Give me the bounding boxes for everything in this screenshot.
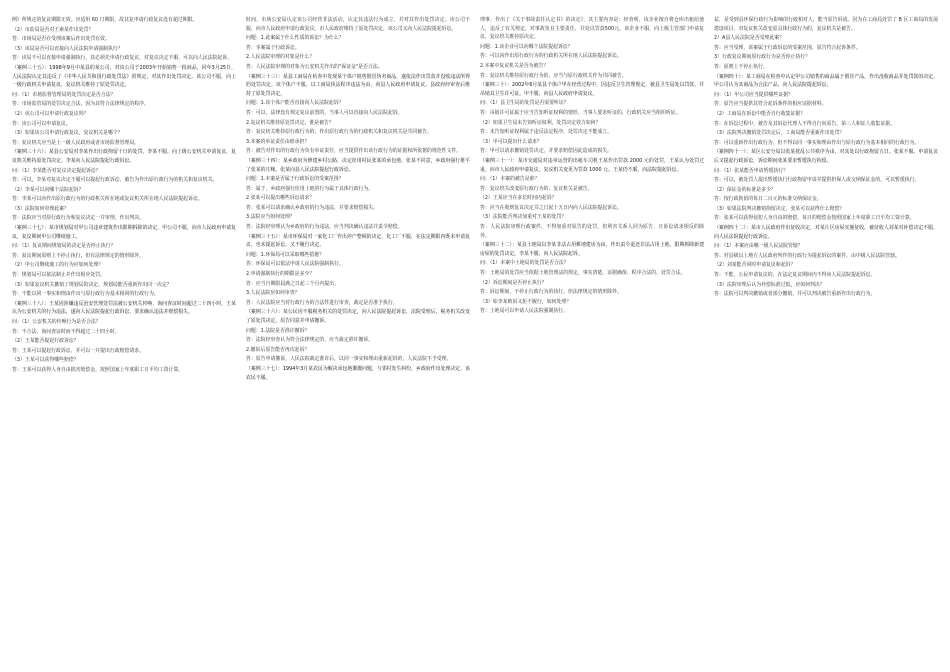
paragraph: 问：（1）李某能否对复议决定提起诉讼？ [12,167,101,174]
paragraph: 答：应当受理，该案属于行政诉讼的受案范围，原告符合起诉条件。 [714,44,861,51]
paragraph: 3）行政复议期间原行政行为是否停止执行？ [714,54,811,61]
case-heading: （案例四十二）：某市人民政府作出征收决定，对某片区房屋实施征收，被征收人刘某对补偿决定不服，向人民法院提起行政诉讼。 [714,225,938,240]
case-heading: （案例三十二）：某县土地局以李某非法占用耕地建房为由，作出责令退还非法占用土地、限期拆除新建房屋的处罚决定。李某不服，向人民法院起诉。 [480,242,704,257]
paragraph: 答：市场局是否在受理该案后作出处罚有效。 [12,36,110,43]
document-columns [12,16,938,662]
paragraph: （3）如果该公司申请行政复议，复议机关是哪个？ [12,130,123,137]
paragraph: 答：李某可以向作出原行政行为的行政机关所在地或复议机关所在地人民法院提起诉讼。 [12,196,203,203]
paragraph: 问：（1）复议期间规划局的决定是否停止执行？ [12,243,116,250]
paragraph: 答：复议机关应当是上一级人民政府或者市场监督管理局。 [12,139,140,146]
paragraph: 答：张某可以获得侵犯人身自由的赔偿，每日的赔偿金按照国家上年度职工日平均工资计算。 [714,215,915,222]
paragraph: 答：该公司可以申请复议。 [12,120,71,127]
case-heading: （案例三十六）：某县公安局对李某作出行政拘留十日的处罚，李某不服，向上级公安机关申请复议，复议机关维持原处罚决定。李某向人民法院提起行政诉讼。 [12,149,236,164]
paragraph: （3）如果法院判决撤销拘留决定，张某可以获得什么赔偿？ [714,205,845,212]
paragraph: 2.张某可以提出哪些诉讼请求？ [246,195,315,202]
paragraph: （3）甲可以提出什么请求？ [480,138,542,145]
paragraph: （2）王某应当在多长时间内起诉？ [480,195,557,202]
paragraph: 答：不合法，询问查证时间不得超过二十四小时。 [12,328,120,335]
column-4 [714,16,938,662]
case-heading: （案例四十一）：某区公安分局以张某扰乱公共秩序为由，对其处以行政拘留五日。张某不服，申请复议后又提起行政诉讼，诉讼期间张某要求暂缓执行拘留。 [714,149,938,164]
case-heading: （案例三十七）：1994年3月某农民为解决承包地灌溉问题，与邻村发生纠纷，乡政府作出处理决定，该农民不服。 [246,365,470,381]
case-heading: （案例三十五）：某市环保局对一家化工厂作出停产整顿的决定，化工厂不服，在法定期限内既未申请复议，也未提起诉讼，又不履行决定。 [246,233,470,249]
paragraph: 问：（1）本案中土地局的处罚是否合法？ [480,260,569,267]
column-2 [246,16,470,662]
paragraph: 答：环保局可以依法申请人民法院强制执行。 [246,261,344,268]
paragraph: （2）刘某能否同时申请复议和起诉？ [714,262,796,269]
paragraph: 答：应当在收到复议决定书之日起十五日内向人民法院提起诉讼。 [480,204,622,211]
paragraph: 答：人民法院审理行政案件，不得加重对原告的处罚，但利害关系人同为原告，且诉讼请求相反的除外。 [480,224,704,239]
paragraph: （3）该局是否可以直接向人民法院申请强制执行？ [12,45,123,52]
paragraph: （2）工商局在诉讼中能否自行收集证据？ [714,110,806,117]
paragraph: 答：原告应当提供其符合起诉条件的相应证据材料。 [714,101,827,108]
paragraph: 问：（1）公安机关的传唤行为是否合法？ [12,319,101,325]
column-3 [480,16,704,662]
paragraph: （3）法院能否判决加重对王某的处罚？ [480,214,567,221]
paragraph: 答：复议机关改变原行政行为的，复议机关是被告。 [480,185,593,192]
paragraph: （2）该公司可以申请行政复议吗？ [12,110,89,117]
paragraph: （3）如果复议机关撤销了规划局的决定，规划局能否重新作出同一决定？ [12,281,172,288]
paragraph: 答：法院可以判决撤销或者部分撤销，并可以判决被告重新作出行政行为。 [714,291,876,298]
paragraph: 答：复议机关维持原行政行为的，应当与原行政机关作为共同被告。 [480,72,627,79]
paragraph: 答：属于，乡政府强行征用土地的行为属于具体行政行为。 [246,185,374,192]
paragraph: 问：（1）县卫生局的处罚是否需要听证？ [480,100,569,107]
paragraph: 益，是受到县环保行政行为影响的行政相对人，能当原告诉请。因为在工商局处罚了 B 区工商局的发展建设项目，对复议机关改变原具体行政行为的，复议机关是被告。 [714,17,938,32]
case-heading: （案例三十）：2002年6月某县个体户甲在经营过程中，因违反卫生管理规定，被县卫生局处以罚款，并吊销其卫生许可证。甲不服，向县人民政府申请复议。 [480,82,704,97]
paragraph: 问：（1）本案的被告是谁？ [480,176,540,183]
paragraph: 答：原告申请撤诉，人民法院裁定准许后，以同一事实和理由重新起诉的，人民法院不予受理。 [246,356,452,363]
paragraph: （2）李某可以向哪个法院起诉？ [12,186,84,193]
paragraph: 答：按行政拘留的每日二百元的标准交纳保证金。 [714,196,822,203]
paragraph: 问题：1.此案属于什么性质的诉讼？为什么？ [246,35,344,42]
paragraph: 答：不能，公民申请复议的，在法定复议期间内不得向人民法院提起诉讼。 [714,272,876,279]
paragraph: （3）法院如何审理此案？ [12,205,69,212]
paragraph: 答：被告对作出的行政行为负有举证责任，应当提供作出该行政行为的证据和所依据的规范性文件。 [246,148,462,155]
paragraph: （2）王某能否提起行政诉讼？ [12,338,79,345]
column-1 [12,16,236,662]
paragraph: 答：法院应当对原行政行为和复议决定一并审理，作出判决。 [12,215,145,222]
paragraph: 答：法院经审理认为乡政府的行为违法，应当判决确认违法并责令赔偿。 [246,224,403,231]
paragraph: 时间，市场公安局认定该公司经营非法活动，认定其违法行为成立，并对其作出处罚决定。该公司不服，向市人民政府申请行政复议。市人民政府维持了原处罚决定，该公司又向人民法院提起诉讼。 [246,17,470,32]
case-heading: （案例三十七）：某市规划局对甲公司违章建筑作出限期拆除的决定，甲公司不服，向市人民政府申请复议，复议期间甲公司继续施工。 [12,225,236,240]
paragraph: 问：（1）本案应由哪一级人民法院管辖？ [714,243,803,250]
paragraph: 答：可以重新作出行政行为，但不得以同一事实和理由作出与原行政行为基本相同的行政行为。 [714,139,920,146]
paragraph: 答：市场监管局的处罚决定合法，因为其符合法律规定的程序。 [12,101,149,108]
paragraph: （3）王某可以获得哪些赔偿？ [12,357,79,364]
paragraph: 答：法院经审查认为符合法律规定的，应当裁定准许撤诉。 [246,337,374,344]
paragraph: （3）法院审理后认为补偿标准过低，应如何判决？ [714,281,825,288]
paragraph: 答：诉讼期间，不停止行政行为的执行，但法律规定的情形除外。 [480,289,622,296]
case-heading: （案例三十五）：1998年9月中某县的某公司，对该公司于2003年开始销售一批商品，同年3月25日，人民法院认定其违反了《中华人民共和国行政处罚法》的规定，对其作出处罚决定。该公司不服，向上一级行政机关申请复议，复议机关维持了原处罚决定。 [12,64,236,89]
paragraph: 答：王某可以获得人身自由损害赔偿金，按照国家上年度职工日平均工资计算。 [12,366,184,373]
paragraph: （3）法院判决撤销处罚决定后，工商局能否重新作出处罚？ [714,130,845,137]
paragraph: 答：不能以同一事实和理由作出与原行政行为基本相同的行政行为。 [12,291,159,298]
paragraph: 答：张某可以请求确认乡政府的行为违法，并要求赔偿损失。 [246,204,379,211]
paragraph: 2.本案中复议机关是否为被告？ [480,62,549,69]
paragraph: 答：人民法院应当对行政行为的合法性进行审查，裁定是否准予执行。 [246,299,398,306]
paragraph: 答：可以向作出原行政行为的行政机关所在地人民法院提起诉讼。 [480,53,622,60]
paragraph: 答：可以，李某对复议决定不服可以提起行政诉讼，被告为作出原行政行为的机关和复议机关。 [12,177,218,184]
paragraph: 答：土地局的处罚应当依据土地管理法的规定，事实清楚、证据确凿、程序合法的，处罚合法。 [480,270,686,277]
paragraph: 答：王某可以提起行政诉讼，并可以一并提出行政赔偿请求。 [12,347,145,354]
paragraph: （2）市监局是否对王素某作出处罚？ [12,26,94,33]
paragraph: 例》所规定的复议期限无效。应适用 60 日期限，故其复申请行政复议没有超过期限。 [12,17,198,23]
paragraph: 答：应当自期限届满之日起三个月内提出。 [246,280,339,287]
paragraph: 2.撤诉后原告能否再次起诉？ [246,346,310,353]
paragraph: 2.申请强制执行的期限是多少？ [246,271,315,278]
paragraph: 问题：1.该个体户能否直接向人民法院起诉？ [246,100,344,107]
case-heading: （案例三十六）：某公民因不服税务机关的处罚决定，向人民法院提起诉讼，法院受理后，税务机关改变了原处罚决定，原告同意并申请撤诉。 [246,309,470,324]
paragraph: （2）诉讼期间是否停止执行？ [480,279,547,286]
paragraph: 答：复议机关维持原行政行为的，作出原行政行为的行政机关和复议机关是共同被告。 [246,129,432,136]
paragraph: 答：可以，法律没有规定复议前置的，当事人可以直接向人民法院起诉。 [246,109,403,116]
paragraph: 2.人民法院审理的对象是什么？ [246,54,315,61]
paragraph: 问题：1.环保局可以采取哪些措施？ [246,251,325,258]
paragraph: 3.法院应当如何处理？ [246,214,295,221]
paragraph: 理事，作出了《关于事故责任认定书》的决定》，其主要内容是：经查明，该企业擅自将仓库出租给他人，违反了有关规定，对事故负有主要责任，并处以罚款500元。该企业不服，向上级主管部门申请复议，复议机关维持原决定。 [480,17,704,41]
case-heading: （案例三十八）：王某因涉嫌违反治安管理处罚法被公安机关传唤，询问查证时间超过二十四小时，王某认为公安机关的行为违法，遂向人民法院提起行政诉讼，要求确认违法并赔偿损失。 [12,300,236,316]
paragraph: 问：（1）甲公司应当提供哪些证据？ [714,91,793,98]
paragraph: 问：（1）张某能否申请暂缓执行？ [714,167,789,174]
paragraph: 答：该局不可以直接申请强制执行，其必须先申请行政复议，对复议决定不服，可以向人民法院起诉。 [12,55,233,62]
paragraph: 问题：1.该企业可以向哪个法院提起诉讼？ [480,43,573,50]
paragraph: 答：规划局可以依法制止并作出相应处罚。 [12,272,105,279]
paragraph: 答：原则上不停止执行。 [714,63,768,70]
paragraph: 答：复议期间原则上不停止执行，但有法律规定的情形除外。 [12,252,145,259]
paragraph: 问题：1.法院是否准许撤诉？ [246,327,310,334]
paragraph: 3.本案的举证责任由谁承担？ [246,138,310,145]
paragraph: 答：在诉讼过程中，被告及其诉讼代理人不得自行向原告、第三人和证人收集证据。 [714,120,895,127]
case-heading: （案例三十四）：某乡政府为修建乡村公路，决定征用村民张某的承包地，张某不同意，乡政府强行推平了张某的庄稼。张某向县人民法院提起行政诉讼。 [246,157,470,173]
paragraph: 答：甲可以请求撤销处罚决定，并要求赔偿因此造成的损失。 [480,148,613,155]
paragraph: （3）如李某败诉又拒不履行，如何处理？ [480,298,572,305]
paragraph: （2）如果卫生局未告知听证权利，处罚决定效力如何？ [480,119,601,126]
case-heading: （案例四十）：某工商局在检查中认定甲公司销售的商品属于假冒产品，作出没收商品并处罚款的决定。甲公司认为其商品为合法产品，向人民法院提起诉讼。 [714,73,938,89]
paragraph: 答：人民法院审理的对象为公安机关作出的"保证金"是否合法。 [246,63,383,70]
paragraph: 答：可以，被处罚人提出暂缓执行行政拘留申请并提供担保人或交纳保证金的，可以暂缓执行。 [714,177,920,184]
paragraph: 答：吊销许可证属于应当告知听证权利的情形，当事人要求听证的，行政机关应当组织听证。 [480,109,681,116]
paragraph: （2）保证金的标准是多少？ [714,186,776,193]
paragraph: 问：（1）市场监督管理局的处罚决定是否合法？ [12,91,116,98]
paragraph: 3.人民法院应如何审查？ [246,290,300,297]
paragraph: 答：未告知听证权利属于违反法定程序，处罚决定不能成立。 [480,129,613,136]
paragraph: 2.复议机关维持原处罚决定，谁是被告？ [246,119,334,126]
paragraph: （2）甲公司继续施工的行为应如何处理？ [12,262,104,269]
case-heading: （案例三十一）：某市交通局对违章运营的出租车司机王某作出罚款 2000 元的处罚，王某认为处罚过重，向市人民政府申请复议。复议机关变更为罚款 1000 元。王某仍不服，向法院提起诉讼。 [480,157,704,173]
paragraph: 2）A县人民法院是否受理此案？ [714,35,785,42]
case-heading: （案例三十三）：某县工商局在检查中发现某个体户销售假冒伪劣商品，遂依法作出罚款并没收违法所得的处罚决定。该个体户不服，以工商局执法程序违法为由，向县人民政府申请复议。县政府经审查后维持了原处罚决定。 [246,73,470,97]
paragraph: 答：本案属于行政诉讼。 [246,44,300,51]
paragraph: 问题：1.本案是否属于行政诉讼的受案范围？ [246,176,344,183]
paragraph: 答：对县级以上地方人民政府所作的行政行为提起诉讼的案件，由中级人民法院管辖。 [714,252,900,259]
paragraph: 答：土地局可以申请人民法院强制执行。 [480,308,569,315]
